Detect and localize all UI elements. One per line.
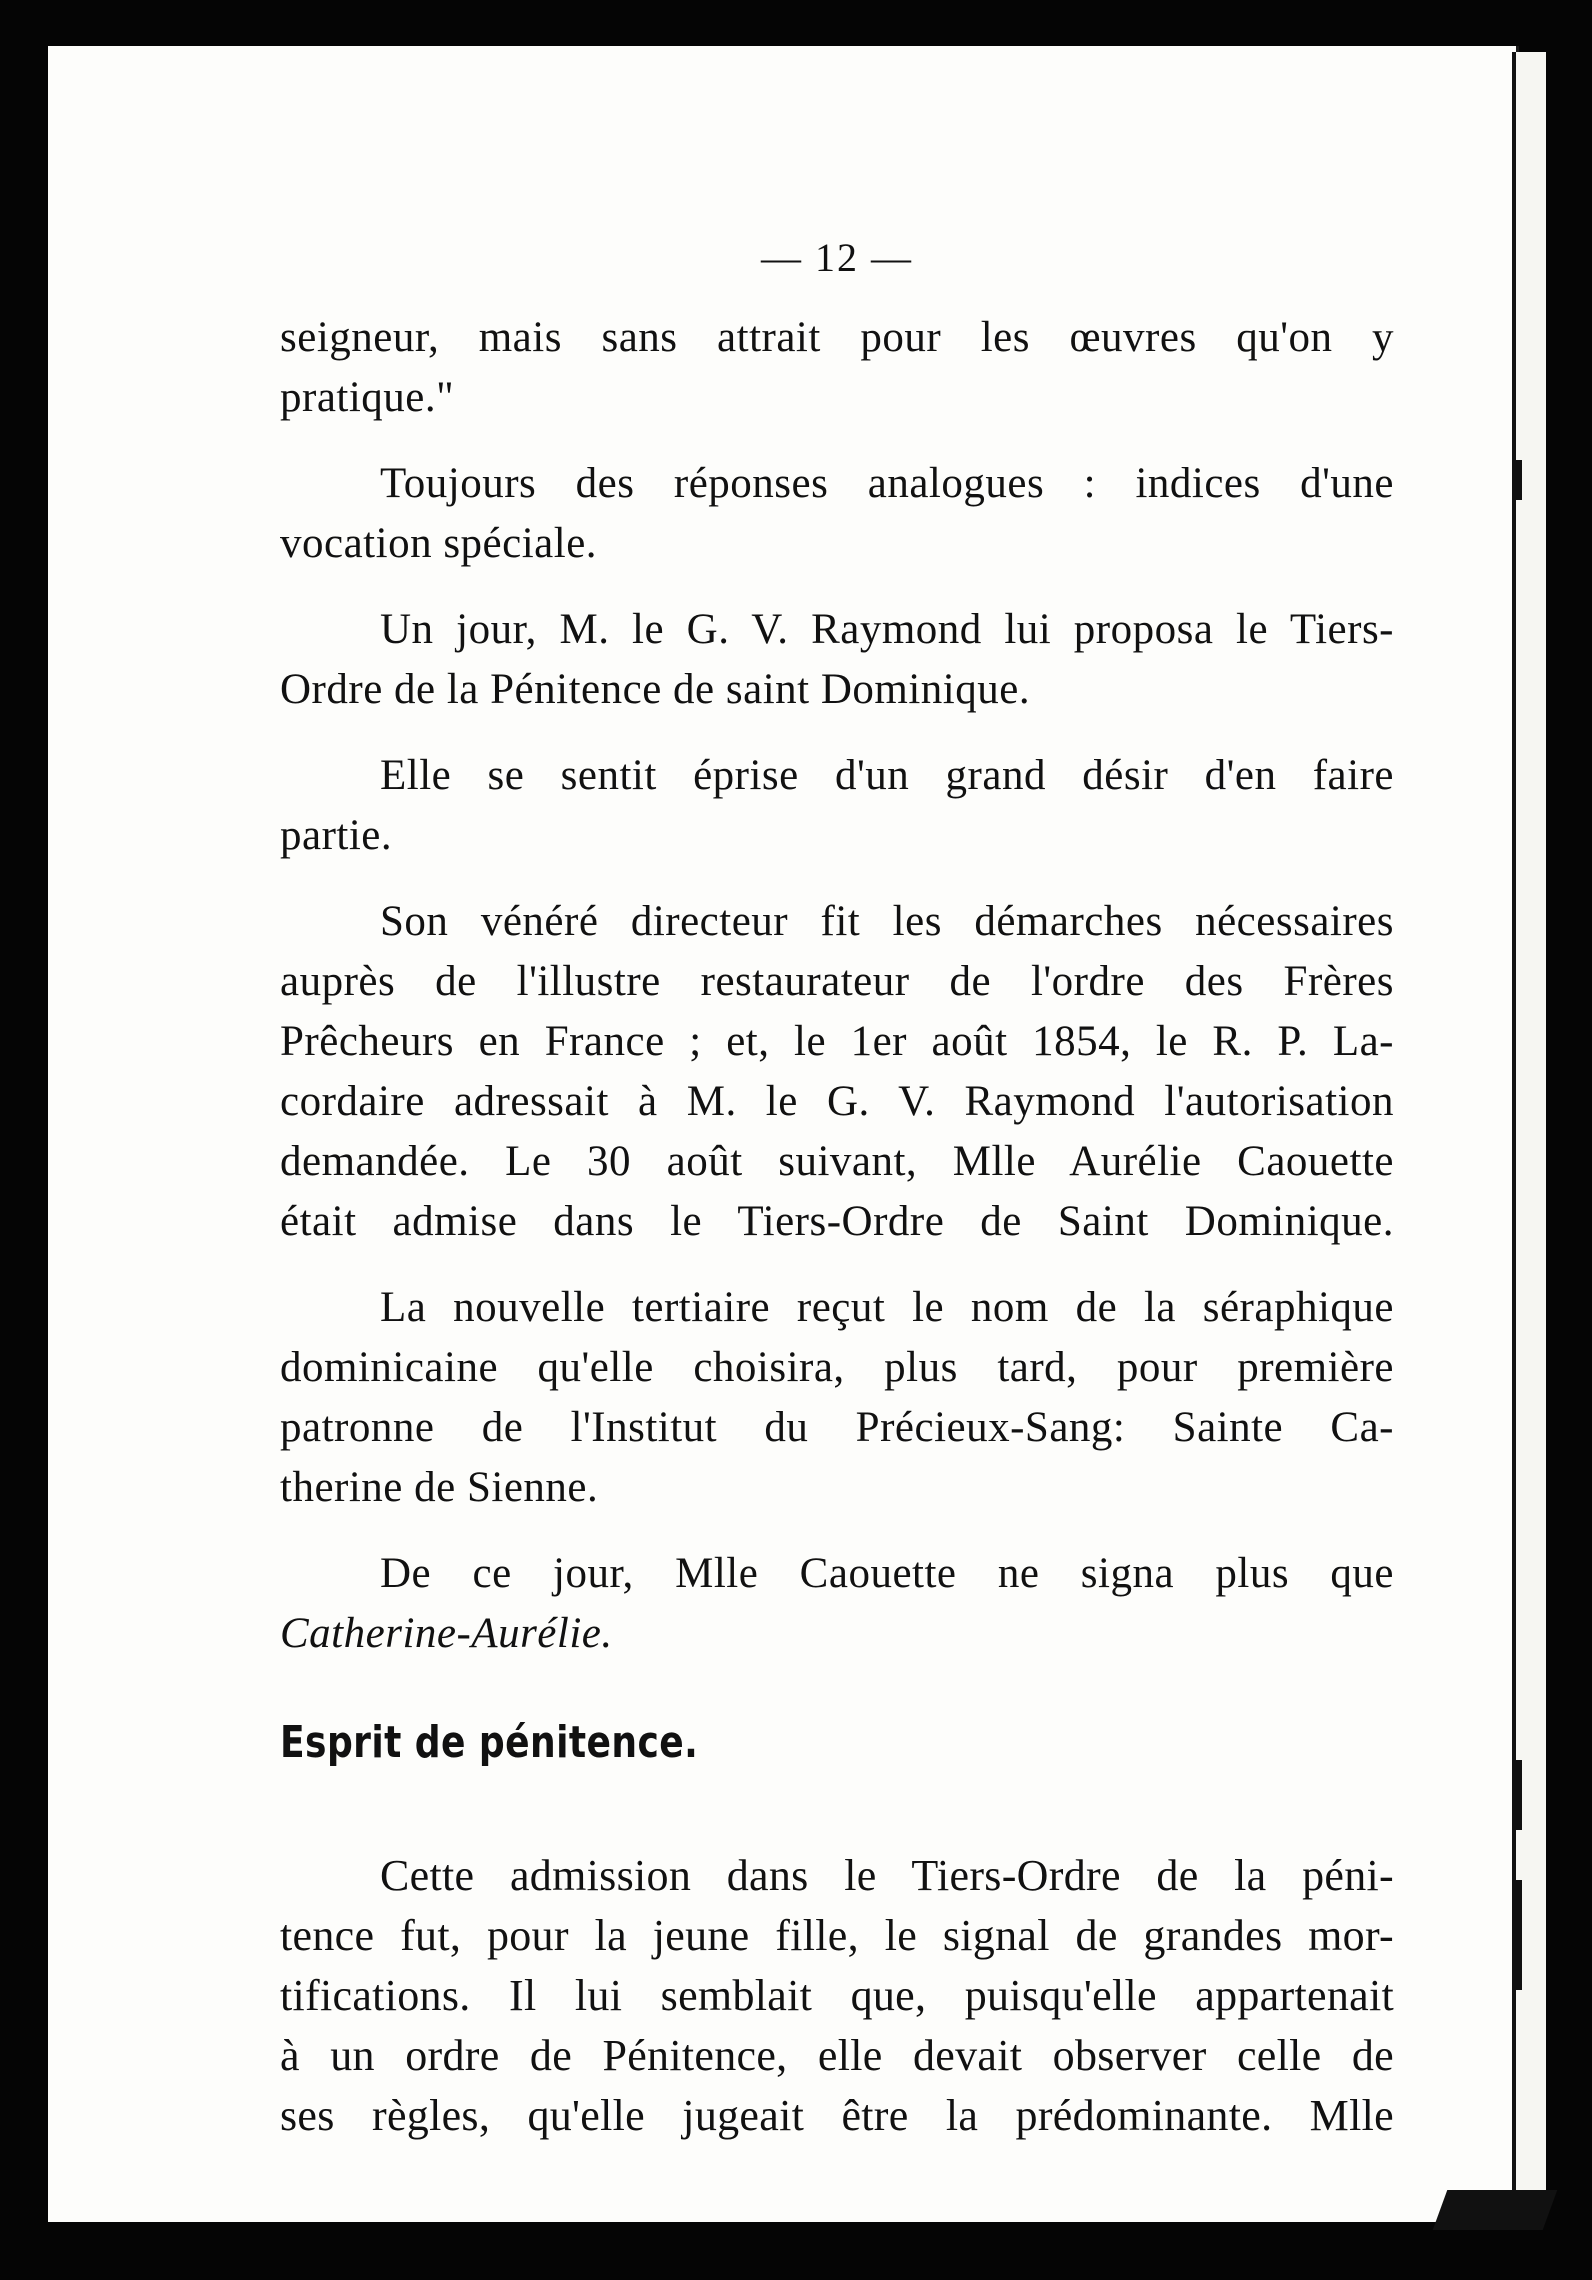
text-line: tifications. Il lui semblait que, puisqu'elle appartenait [280,1971,1394,2020]
text-line: De ce jour, Mlle Caouette ne signa plus que [380,1550,1394,1597]
text-line: Un jour, M. le G. V. Raymond lui proposa le Tiers- [380,606,1394,653]
scan-artifact [1516,1760,1522,1830]
text-line: Catherine-Aurélie. [280,1610,613,1657]
text-line: auprès de l'illustre restaurateur de l'ordre des Frères [280,958,1394,1005]
page-number: — 12 — [761,235,913,280]
text-line: était admise dans le Tiers-Ordre de Saint Dominique. [280,1198,1394,1245]
book-page [48,46,1519,2222]
text-line: pratique." [280,374,455,421]
scan-artifact [1433,2190,1558,2230]
text-line: partie. [280,812,393,859]
text-line: cordaire adressait à M. le G. V. Raymond l'autorisation [280,1078,1394,1125]
text-line: demandée. Le 30 août suivant, Mlle Aurélie Caouette [280,1138,1394,1185]
text-line: therine de Sienne. [280,1464,599,1511]
text-line: Cette admission dans le Tiers-Ordre de la péni- [380,1851,1394,1900]
text-line: Son vénéré directeur fit les démarches nécessaires [380,898,1394,945]
text-line: Elle se sentit éprise d'un grand désir d'en faire [380,752,1394,799]
scan-artifact [1516,1880,1522,1990]
text-line: seigneur, mais sans attrait pour les œuvres qu'on y [280,314,1394,361]
text-line: La nouvelle tertiaire reçut le nom de la séraphique [380,1284,1394,1331]
text-line: patronne de l'Institut du Précieux-Sang: Sainte Ca- [280,1404,1394,1451]
text-line: Prêcheurs en France ; et, le 1er août 1854, le R. P. La- [280,1018,1394,1065]
text-line: ses règles, qu'elle jugeait être la prédominante. Mlle [280,2091,1394,2140]
text-line: Toujours des réponses analogues : indices d'une [380,460,1394,507]
text-line: tence fut, pour la jeune fille, le signal de grandes mor- [280,1911,1394,1960]
text-line: vocation spéciale. [280,520,598,567]
text-line: à un ordre de Pénitence, elle devait observer celle de [280,2031,1394,2080]
text-line: dominicaine qu'elle choisira, plus tard, pour première [280,1344,1394,1391]
section-heading: Esprit de pénitence. [280,1717,699,1768]
scan-artifact [1516,460,1522,500]
text-line: Ordre de la Pénitence de saint Dominique. [280,666,1031,713]
